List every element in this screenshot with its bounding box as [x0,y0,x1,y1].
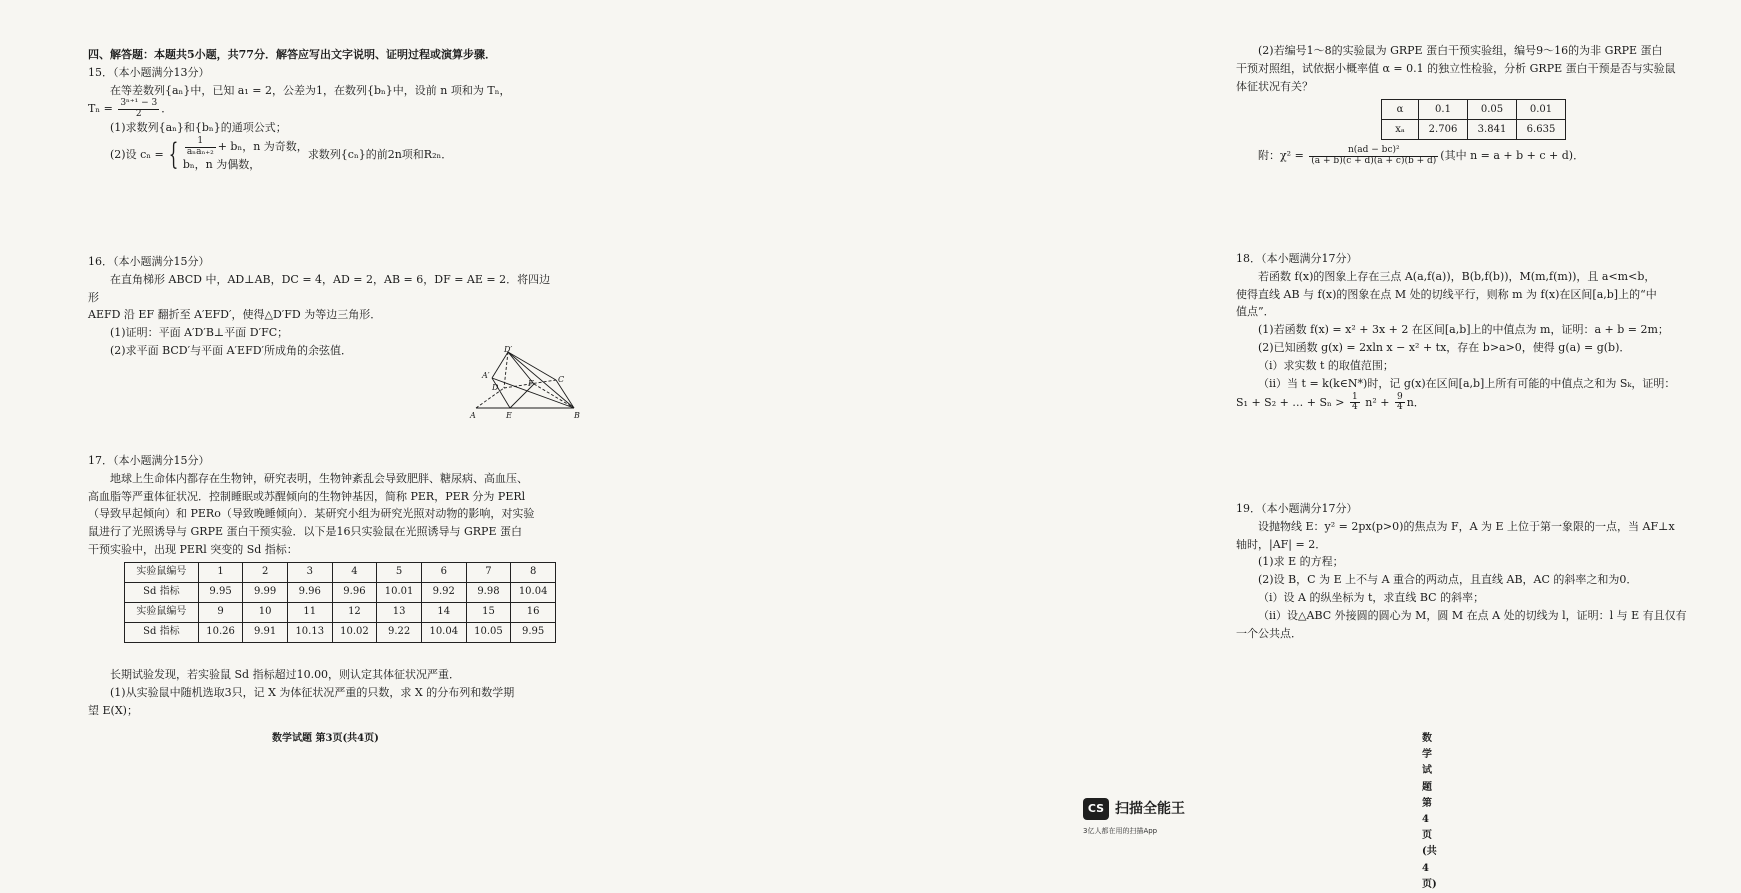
watermark-name: 扫描全能王 [1115,801,1185,817]
q19-part-1: (1)求 E 的方程； [1258,555,1344,569]
label-a: A [470,411,476,420]
q19-part-2: (2)设 B，C 为 E 上不与 A 重合的两动点，且直线 AB，AC 的斜率之和为0． [1258,573,1638,587]
q15-line-1: 在等差数列{aₙ}中，已知 a₁ = 2，公差为1，在数列{bₙ}中，设前 n 项和为 Tₙ， [110,83,511,97]
q15-tn-prefix: Tₙ = [88,102,113,116]
q18-part-ii: （ⅱ）当 t = k(k∈N*)时，记 g(x)在区间[a,b]上所有可能的中值点之和为 Sₖ，证明： [1258,376,1676,390]
edge-dpc [508,352,556,380]
page-right [600,0,1687,890]
q18-frac-1 [1350,393,1360,413]
label-e: E [506,411,512,420]
cs-logo-icon: CS [1083,798,1109,820]
q15-tn-formula [88,99,556,119]
footer-right: 数学试题 第4页(共4页) [1422,733,1437,890]
q17-line-5: 干预实验中，出现 PERl 突变的 Sd 指标： [88,543,298,557]
q17-line-4: 鼠进行了光照诱导与 GRPE 蛋白干预实验．以下是16只实验鼠在光照诱导与 GRPE 蛋白 [88,525,522,539]
label-dp: D′ [504,345,513,354]
q16-line-2: AEFD 沿 EF 翻折至 A′EFD′，使得△D′FD 为等边三角形． [88,308,382,322]
page-left [0,0,600,848]
label-d: D [492,383,499,392]
section-header: 四、解答题：本题共5小题，共77分．解答应写出文字说明、证明过程或演算步骤． [88,48,496,61]
q18-frac1-num: 1 [1352,391,1358,402]
q15-tn-den: 2 [135,108,142,119]
label-f: F [528,379,534,388]
q15-case-2: bₙ，n 为偶数， [182,158,261,171]
q18-part-i: （ⅰ）求实数 t 的取值范围； [1258,358,1394,372]
q19-heading: 19．（本小题满分17分） [1236,502,1358,515]
q18-frac1-den: 4 [1352,401,1358,412]
q18-final-prefix: S₁ + S₂ + … + Sₙ > [1236,395,1345,409]
q15-case1-rest: + bₙ，n 为奇数， [217,140,308,154]
scanner-watermark-logo [1083,798,1185,821]
table-row: Sd 指标 9.95 9.99 9.96 9.96 10.01 9.92 9.98 10.04 [125,582,556,602]
q18-part-2: (2)已知函数 g(x) = 2xln x − x² + tx，存在 b>a>0，使得 g(a) = g(b)． [1258,341,1631,355]
q17-data-table [124,562,556,643]
question-15 [88,46,556,174]
q17-chi-den: (a + b)(c + d)(a + c)(b + d) [1311,155,1437,166]
q15-case1-num: 1 [185,137,216,147]
q18-line-1: 若函数 f(x)的图象上存在三点 A(a,f(a))，B(b,f(b))，M(m,f(m))，且 a<m<b， [1258,269,1656,283]
table-row: 实验鼠编号 9 10 11 12 13 14 15 16 [125,602,556,622]
q17-note-suffix: (其中 n = a + b + c + d)． [1440,149,1585,163]
q17-critical-value-table [1381,99,1566,140]
q17-part-2b: 干预对照组，试依据小概率值 α = 0.1 的独立性检验，分析 GRPE 蛋白干预是否与实验鼠 [1236,61,1676,75]
q17-line-2: 高血脂等严重体征状况．控制睡眠或苏醒倾向的生物钟基因，简称 PER，PER 分为 PERl [88,489,526,503]
q18-final-mid: n² + [1365,395,1390,409]
q17-part-2a: (2)若编号1～8的实验鼠为 GRPE 蛋白干预实验组，编号9～16的为非 GRPE 蛋白 [1258,44,1663,57]
question-17-continued [88,666,556,719]
q15-p2-suffix: 求数列{cₙ}的前2n项和R₂ₙ． [307,148,453,162]
table-row: α 0.1 0.05 0.01 [1382,100,1566,120]
q18-final-suffix: n． [1406,395,1425,409]
q15-case1-den: aₙaₙ₊₂ [186,146,214,157]
footer-left: 数学试题 第3页(共4页) [272,733,379,744]
q19-line-1: 设抛物线 E：y² = 2px(p>0)的焦点为 F，A 为 E 上位于第一象限的一点，当 AF⊥x [1258,519,1675,533]
q15-tn-fraction [118,99,159,119]
q17-line-1: 地球上生命体内都存在生物钟，研究表明，生物钟紊乱会导致肥胖、糖尿病、高血压、 [110,471,528,485]
q16-line-1: 在直角梯形 ABCD 中，AD⊥AB，DC = 4，AD = 2，AB = 6，DF = AE = 2．将四边形 [88,272,551,304]
table-row: xₐ 2.706 3.841 6.635 [1382,120,1566,140]
q15-case-1 [183,137,308,157]
q15-cases [183,137,308,173]
q17-part-1a: (1)从实验鼠中随机选取3只，记 X 为体征状况严重的只数，求 X 的分布列和数学期 [110,685,515,699]
q18-final-inequality [1236,393,1741,413]
q17-chi-fraction [1309,146,1438,166]
q15-brace: { [168,137,179,173]
q17-part-2c: 体征状况有关？ [1236,79,1313,93]
question-16 [88,253,556,360]
table-row: Sd 指标 10.26 9.91 10.13 10.02 9.22 10.04 10.05 9.95 [125,622,556,642]
q17-line-3: （导致早起倾向）和 PERo（导致晚睡倾向）．某研究小组为研究光照对动物的影响，对实验 [88,507,535,521]
label-ap: A′ [482,371,490,380]
q15-tn-num: 3ⁿ⁺¹ − 3 [120,98,158,109]
table-row: 实验鼠编号 1 2 3 4 5 6 7 8 [125,562,556,582]
watermark-tagline: 3亿人都在用的扫描App [1083,827,1158,835]
q18-line-2: 使得直线 AB 与 f(x)的图象在点 M 处的切线平行，则称 m 为 f(x)在区间[a,b]上的“中 [1236,287,1657,301]
q18-frac2-num: 9 [1396,391,1403,402]
label-c: C [558,375,565,384]
q17-note-prefix: 附：χ² = [1258,149,1304,163]
q15-part-2 [88,137,556,173]
q17-line-6: 长期试验发现，若实验鼠 Sd 指标超过10.00，则认定其体征状况严重． [110,668,461,681]
q16-heading: 16．（本小题满分15分） [88,255,210,268]
q17-heading: 17．（本小题满分15分） [88,454,210,467]
question-17-part-2 [1236,42,1741,166]
q18-frac2-den: 4 [1396,401,1403,412]
q15-heading: 15．（本小题满分13分） [88,65,210,79]
q17-formula-note [1236,146,1741,166]
q19-line-2: 轴时，|AF| = 2． [1236,537,1327,551]
q19-part-ii: （ⅱ）设△ABC 外接圆的圆心为 M，圆 M 在点 A 处的切线为 l，证明：l 与 E 有且仅有 [1258,608,1687,622]
q16-geometry-figure [470,345,582,422]
q18-line-3: 值点”． [1236,305,1275,319]
q17-part-1b: 望 E(X)； [88,703,138,717]
q16-part-1: (1)证明：平面 A′D′B⊥平面 D′FC； [110,326,289,340]
q19-part-i: （ⅰ）设 A 的纵坐标为 t，求直线 BC 的斜率； [1258,591,1485,605]
q17-chi-num: n(ad − bc)² [1309,146,1438,156]
q19-part-ii-cont: 一个公共点． [1236,626,1302,640]
q18-frac-2 [1395,393,1405,413]
q18-part-1: (1)若函数 f(x) = x² + 3x + 2 在区间[a,b]上的中值点为 m，证明：a + b = 2m； [1258,323,1669,337]
q18-heading: 18．（本小题满分17分） [1236,252,1358,265]
question-18 [1236,250,1741,412]
label-b: B [574,411,580,420]
q16-part-2: (2)求平面 BCD′与平面 A′EFD′所成角的余弦值． [110,344,353,358]
q15-tn-suffix: ． [161,102,173,116]
q15-p2-prefix: (2)设 cₙ = [110,148,164,162]
edge-cb [556,380,574,408]
question-19 [1236,500,1741,643]
question-17 [88,452,556,643]
q15-part-1: (1)求数列{aₙ}和{bₙ}的通项公式； [110,121,287,135]
